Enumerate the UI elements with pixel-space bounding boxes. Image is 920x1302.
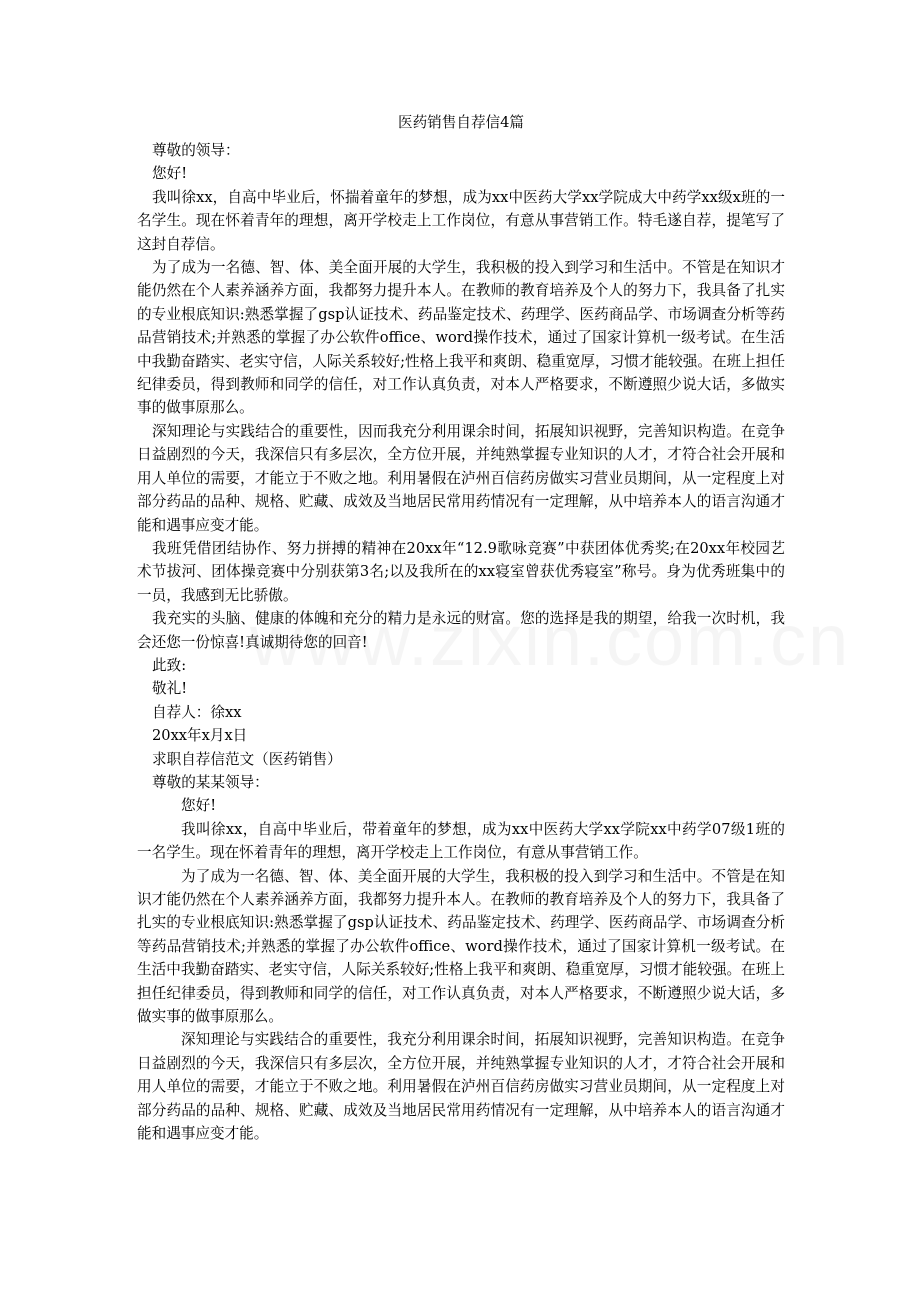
paragraph: 我叫徐xx，自高中毕业后，怀揣着童年的梦想，成为xx中医药大学xx学院成大中药学xx级x班的一名学生。现在怀着青年的理想，离开学校走上工作岗位，有意从事营销工作。特毛遂自荐，提笔写了这封自荐信。 (137, 188, 785, 253)
paragraph: 深知理论与实践结合的重要性，我充分利用课余时间，拓展知识视野，完善知识构造。在竞争日益剧烈的今天，我深信只有多层次，全方位开展，并纯熟掌握专业知识的人才，才符合社会开展和用人单位的需要，才能立于不败之地。利用暑假在泸州百信药房做实习营业员期间，从一定程度上对部分药品的品种、规格、贮藏、成效及当地居民常用药情况有一定理解，从中培养本人的语言沟通才能和遇事应变才能。 (137, 1031, 785, 1143)
document-page (137, 111, 785, 1145)
paragraph: 我充实的头脑、健康的体魄和充分的精力是永远的财富。您的选择是我的期望，给我一次时机，我会还您一份惊喜!真诚期待您的回音! (137, 610, 785, 651)
salutation: 尊敬的某某领导： (152, 773, 269, 791)
signature: 自荐人：徐xx (152, 703, 242, 721)
greeting: 您好! (181, 797, 217, 815)
closing-salute: 敬礼! (152, 680, 188, 698)
paragraph: 我叫徐xx，自高中毕业后，带着童年的梦想，成为xx中医药大学xx学院xx中药学07级1班的一名学生。现在怀着青年的理想，离开学校走上工作岗位，有意从事营销工作。 (137, 820, 785, 862)
paragraph: 为了成为一名德、智、体、美全面开展的大学生，我积极的投入到学习和生活中。不管是在知识才能仍然在个人素养涵养方面，我都努力提升本人。在教师的教育培养及个人的努力下，我具备了扎实的专业根底知识:熟悉掌握了gsp认证技术、药品鉴定技术、药理学、医药商品学、市场调查分析等药品营销技术;并熟悉的掌握了办公软件office、word操作技术，通过了国家计算机一级考试。在生活中我勤奋踏实、老实守信，人际关系较好;性格上我平和爽朗、稳重宽厚，习惯才能较强。在班上担任纪律委员，得到教师和同学的信任，对工作认真负责，对本人严格要求，不断遵照少说大话，多做实事的做事原那么。 (137, 867, 785, 1026)
closing-line: 此致: (152, 656, 187, 674)
paragraph: 为了成为一名德、智、体、美全面开展的大学生，我积极的投入到学习和生活中。不管是在知识才能仍然在个人素养涵养方面，我都努力提升本人。在教师的教育培养及个人的努力下，我具备了扎实的专业根底知识:熟悉掌握了gsp认证技术、药品鉴定技术、药理学、医药商品学、市场调查分析等药品营销技术;并熟悉的掌握了办公软件office、word操作技术，通过了国家计算机一级考试。在生活中我勤奋踏实、老实守信，人际关系较好;性格上我平和爽朗、稳重宽厚，习惯才能较强。在班上担任纪律委员，得到教师和同学的信任，对工作认真负责，对本人严格要求，不断遵照少说大话，多做实事的做事原那么。 (137, 259, 785, 417)
document-title: 医药销售自荐信4篇 (397, 114, 525, 131)
greeting: 您好! (152, 165, 188, 183)
date: 20xx年x月x日 (152, 727, 248, 745)
salutation: 尊敬的领导： (152, 142, 240, 159)
paragraph: 深知理论与实践结合的重要性，因而我充分利用课余时间，拓展知识视野，完善知识构造。在竞争日益剧烈的今天，我深信只有多层次，全方位开展，并纯熟掌握专业知识的人才，才符合社会开展和用人单位的需要，才能立于不败之地。利用暑假在泸州百信药房做实习营业员期间，从一定程度上对部分药品的品种、规格、贮藏、成效及当地居民常用药情况有一定理解，从中培养本人的语言沟通才能和遇事应变才能。 (137, 422, 785, 534)
paragraph: 我班凭借团结协作、努力拼搏的精神在20xx年“12.9歌咏竞赛”中获团体优秀奖;在20xx年校园艺术节拔河、团体操竞赛中分别获第3名;以及我所在的xx寝室曾获优秀寝室”称号。身为优秀班集中的一员，我感到无比骄傲。 (137, 539, 785, 604)
section-heading: 求职自荐信范文（医药销售） (152, 750, 342, 768)
